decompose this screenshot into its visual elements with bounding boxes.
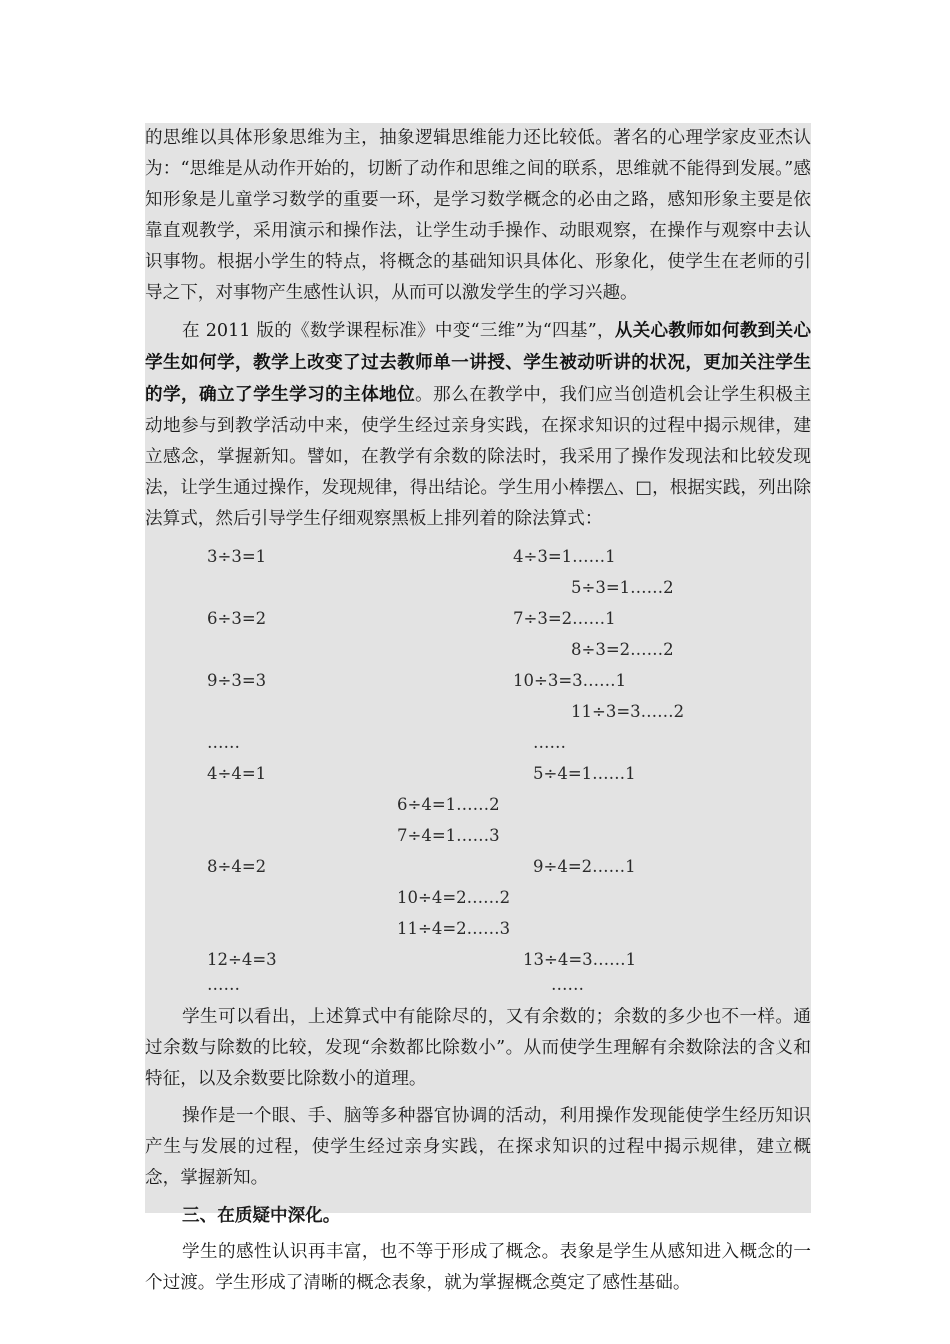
equation: 8÷4=2 [207, 857, 267, 876]
equation: 10÷3=3……1 [513, 671, 627, 690]
division-equations [145, 541, 811, 996]
equation: 5÷4=1……1 [533, 764, 636, 783]
paragraph-thinking: 的思维以具体形象思维为主，抽象逻辑思维能力还比较低。著名的心理学家皮亚杰认为：“思维是从动作开始的，切断了动作和思维之间的联系，思维就不能得到发展。”感知形象是儿童学习数学的重要一环，是学习数学概念的必由之路，感知形象主要是依靠直观教学，采用演示和操作法，让学生动手操作、动眼观察，在操作与观察中去认识事物。根据小学生的特点，将概念的基础知识具体化、形象化，使学生在老师的引导之下，对事物产生感性认识，从而可以激发学生的学习兴趣。 [145, 128, 811, 303]
equation: 5÷3=1……2 [571, 578, 674, 597]
equation: 7÷3=2……1 [513, 609, 616, 628]
equation: 7÷4=1……3 [397, 826, 500, 845]
document-body [145, 123, 811, 1293]
equation: 13÷4=3……1 [523, 950, 637, 969]
curriculum-intro-text: 在 2011 版的《数学课程标准》中变“三维”为“四基”， [182, 321, 615, 341]
equation: 8÷3=2……2 [571, 640, 674, 659]
equation: 11÷3=3……2 [571, 702, 685, 721]
paragraph-operation: 操作是一个眼、手、脑等多种器官协调的活动，利用操作发现能使学生经历知识产生与发展的过程，使学生经过亲身实践，在探求知识的过程中揭示规律，建立概念，掌握新知。 [145, 1106, 811, 1188]
ellipsis: …… [533, 733, 566, 752]
section-heading: 三、在质疑中深化。 [182, 1205, 341, 1226]
ellipsis: …… [207, 975, 240, 994]
equation: 10÷4=2……2 [397, 888, 511, 907]
curriculum-emphasis-text: 从关心教师如何教到关心学生如何学，教学上改变了过去教师单一讲授、学生被动听讲的状况，更加关注学生的学，确立了学生学习的主体地位 [145, 320, 811, 405]
paragraph-remainder-observation: 学生可以看出，上述算式中有能除尽的，又有余数的；余数的多少也不一样。通过余数与除数的比较，发现“余数都比除数小”。从而使学生理解有余数除法的含义和特征，以及余数要比除数小的道理。 [145, 1007, 811, 1089]
equation: 11÷4=2……3 [397, 919, 511, 938]
equation: 6÷3=2 [207, 609, 267, 628]
paragraph-perception: 学生的感性认识再丰富，也不等于形成了概念。表象是学生从感知进入概念的一个过渡。学生形成了清晰的概念表象，就为掌握概念奠定了感性基础。 [145, 1242, 811, 1293]
equation: 4÷4=1 [207, 764, 267, 783]
equation: 9÷3=3 [207, 671, 267, 690]
equation: 9÷4=2……1 [533, 857, 636, 876]
equation: 4÷3=1……1 [513, 547, 616, 566]
ellipsis: …… [551, 975, 584, 994]
equation: 3÷3=1 [207, 547, 267, 566]
equation: 6÷4=1……2 [397, 795, 500, 814]
curriculum-rest-text: 。那么在教学中，我们应当创造机会让学生积极主动地参与到教学活动中来，使学生经过亲身实践，在探求知识的过程中揭示规律，建立感念，掌握新知。譬如，在教学有余数的除法时，我采用了操作发现法和比较发现法，让学生通过操作，发现规律，得出结论。学生用小棒摆△、□，根据实践，列出除法算式，然后引导学生仔细观察黑板上排列着的除法算式： [145, 385, 811, 529]
equation: 12÷4=3 [207, 950, 277, 969]
ellipsis: …… [207, 733, 240, 752]
paragraph-curriculum-standard [145, 315, 811, 535]
